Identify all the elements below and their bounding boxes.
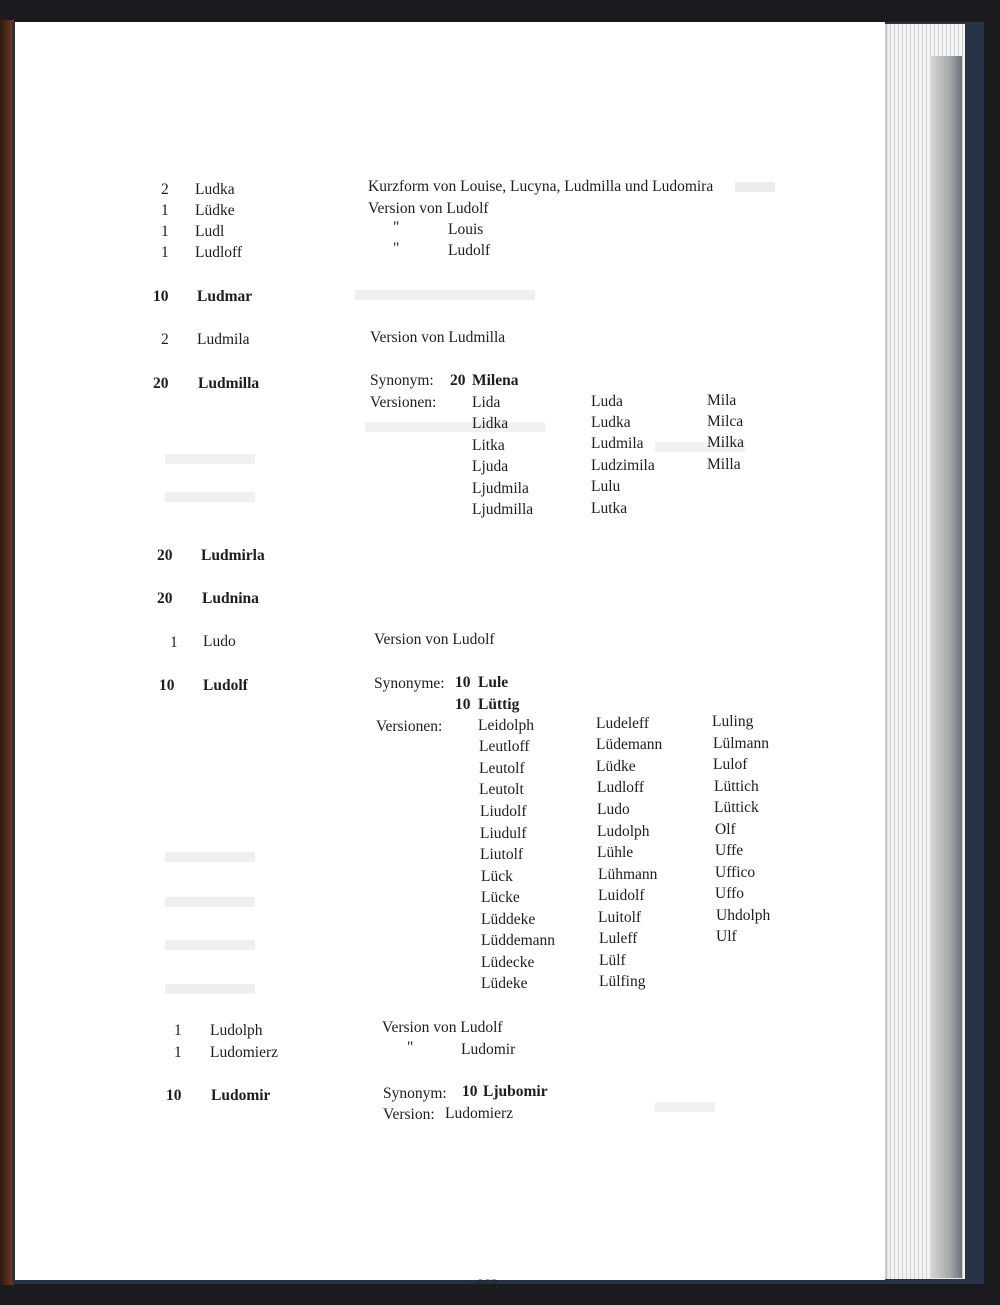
entry-name: Ludl	[195, 223, 225, 240]
entry-count: 2	[161, 181, 169, 198]
version-item: Ulf	[716, 928, 737, 945]
entry-count: 1	[174, 1044, 182, 1061]
version-item: Ludzimila	[591, 457, 655, 474]
version-item: Luda	[591, 393, 623, 410]
versions-label: Versionen:	[370, 394, 437, 411]
version-item: Leutolf	[479, 760, 525, 777]
version-item: Lüddemann	[481, 932, 556, 949]
entry-description: Version von Ludolf	[368, 200, 489, 217]
entry-name: Ludloff	[195, 244, 243, 261]
version-item: Lulof	[713, 756, 748, 773]
version-item: Luidolf	[598, 887, 645, 904]
entry-count: 10	[159, 677, 175, 694]
version-item: Milla	[707, 456, 741, 473]
version-item: Lülfing	[599, 973, 646, 990]
version-item: Uhdolph	[716, 907, 771, 924]
entry-count: 10	[153, 288, 169, 305]
version-item: Ludo	[597, 801, 630, 818]
version-item: Uffo	[715, 885, 744, 902]
version-item: Uffico	[715, 864, 756, 881]
version-item: Ljudmila	[472, 480, 529, 497]
ditto-mark: "	[407, 1039, 414, 1056]
synonyms-label: Synonyme:	[374, 675, 445, 692]
version-item: Lücke	[481, 889, 520, 906]
entry-count: 1	[161, 223, 169, 240]
version-item: Ljudmilla	[472, 501, 534, 518]
entry-description: Kurzform von Louise, Lucyna, Ludmilla und Ludomira	[368, 178, 714, 195]
entry-description: Version von Ludolf	[374, 631, 495, 648]
entry-count: 1	[161, 202, 169, 219]
version-item: Liutolf	[480, 846, 524, 863]
version-item: Ludloff	[597, 779, 645, 796]
version-item: Lüttich	[714, 778, 759, 795]
ditto-mark: "	[393, 219, 400, 236]
version-item: Uffe	[715, 842, 744, 859]
version-item: Milka	[707, 434, 745, 451]
version-item: Ljuda	[472, 458, 509, 475]
synonym-name: Lule	[478, 674, 509, 691]
entry-count: 20	[153, 375, 169, 392]
version-item: Ludmila	[591, 435, 644, 452]
version-item: Lüdke	[596, 758, 636, 775]
entry-name: Ludka	[195, 181, 235, 198]
version-item: Litka	[472, 437, 505, 454]
synonym-name: Lüttig	[478, 696, 520, 713]
entry-description: Version von Ludmilla	[370, 329, 506, 346]
version-item: Luitolf	[598, 909, 642, 926]
version-item: Lüttick	[714, 799, 759, 816]
entry-count: 20	[157, 547, 173, 564]
version-item: Lühmann	[598, 866, 658, 883]
page-edges-shadow	[930, 56, 962, 1278]
entry-name: Ludolph	[210, 1022, 263, 1039]
entry-name: Ludnina	[202, 590, 259, 607]
version-item: Lück	[481, 868, 513, 885]
entry-name: Ludmila	[197, 331, 250, 348]
entry-name: Ludolf	[203, 677, 248, 694]
version-item: Liudolf	[480, 803, 527, 820]
version-item: Leidolph	[478, 717, 534, 734]
version-item: Lüdemann	[596, 736, 663, 753]
entry-count: 10	[166, 1087, 182, 1104]
synonym-count: 20	[450, 372, 466, 389]
version-item: Lulu	[591, 478, 621, 495]
synonym-count: 10	[455, 696, 471, 713]
synonym-count: 10	[455, 674, 471, 691]
entry-name: Ludmirla	[201, 547, 265, 564]
version-label: Version:	[383, 1106, 435, 1123]
version-item: Liudulf	[480, 825, 527, 842]
synonym-name: Ljubomir	[483, 1083, 548, 1100]
version-item: Lülf	[599, 952, 626, 969]
version-item: Lida	[472, 394, 501, 411]
version-item: Milca	[707, 413, 744, 430]
version-item: Ludeleff	[596, 715, 650, 732]
entry-name: Ludmilla	[198, 375, 260, 392]
synonym-label: Synonym:	[383, 1085, 447, 1102]
version-item: Lüdecke	[481, 954, 535, 971]
version-name: Ludomierz	[445, 1105, 514, 1122]
entry-count: 1	[170, 634, 178, 651]
version-item: Lüdeke	[481, 975, 528, 992]
version-item: Lüddeke	[481, 911, 536, 928]
version-item: Lutka	[591, 500, 628, 517]
version-item: Ludolph	[597, 823, 650, 840]
versions-label: Versionen:	[376, 718, 443, 735]
entry-name: Lüdke	[195, 202, 235, 219]
version-item: Lühle	[597, 844, 634, 861]
entry-count: 1	[174, 1022, 182, 1039]
version-item: Lidka	[472, 415, 509, 432]
version-item: Mila	[707, 392, 737, 409]
entry-name: Ludomir	[211, 1087, 271, 1104]
version-item: Lülmann	[713, 735, 769, 752]
version-item: Olf	[715, 821, 736, 838]
entry-name: Ludmar	[197, 288, 253, 305]
book-page	[15, 22, 885, 1293]
synonym-count: 10	[462, 1083, 478, 1100]
entry-name: Ludo	[203, 633, 236, 650]
page-number: - 663 -	[467, 1277, 507, 1293]
entry-reference: Ludomir	[461, 1041, 516, 1058]
entry-description: Version von Ludolf	[382, 1019, 503, 1036]
version-item: Leutloff	[479, 738, 530, 755]
entry-reference: Louis	[448, 221, 484, 238]
entry-count: 2	[161, 331, 169, 348]
synonym-name: Milena	[472, 372, 519, 389]
ditto-mark: "	[393, 240, 400, 257]
entry-count: 20	[157, 590, 173, 607]
version-item: Luling	[712, 713, 754, 730]
version-item: Ludka	[591, 414, 631, 431]
entry-name: Ludomierz	[210, 1044, 279, 1061]
version-item: Leutolt	[479, 781, 524, 798]
entry-count: 1	[161, 244, 169, 261]
version-item: Luleff	[599, 930, 638, 947]
entry-reference: Ludolf	[448, 242, 491, 259]
synonym-label: Synonym:	[370, 372, 434, 389]
